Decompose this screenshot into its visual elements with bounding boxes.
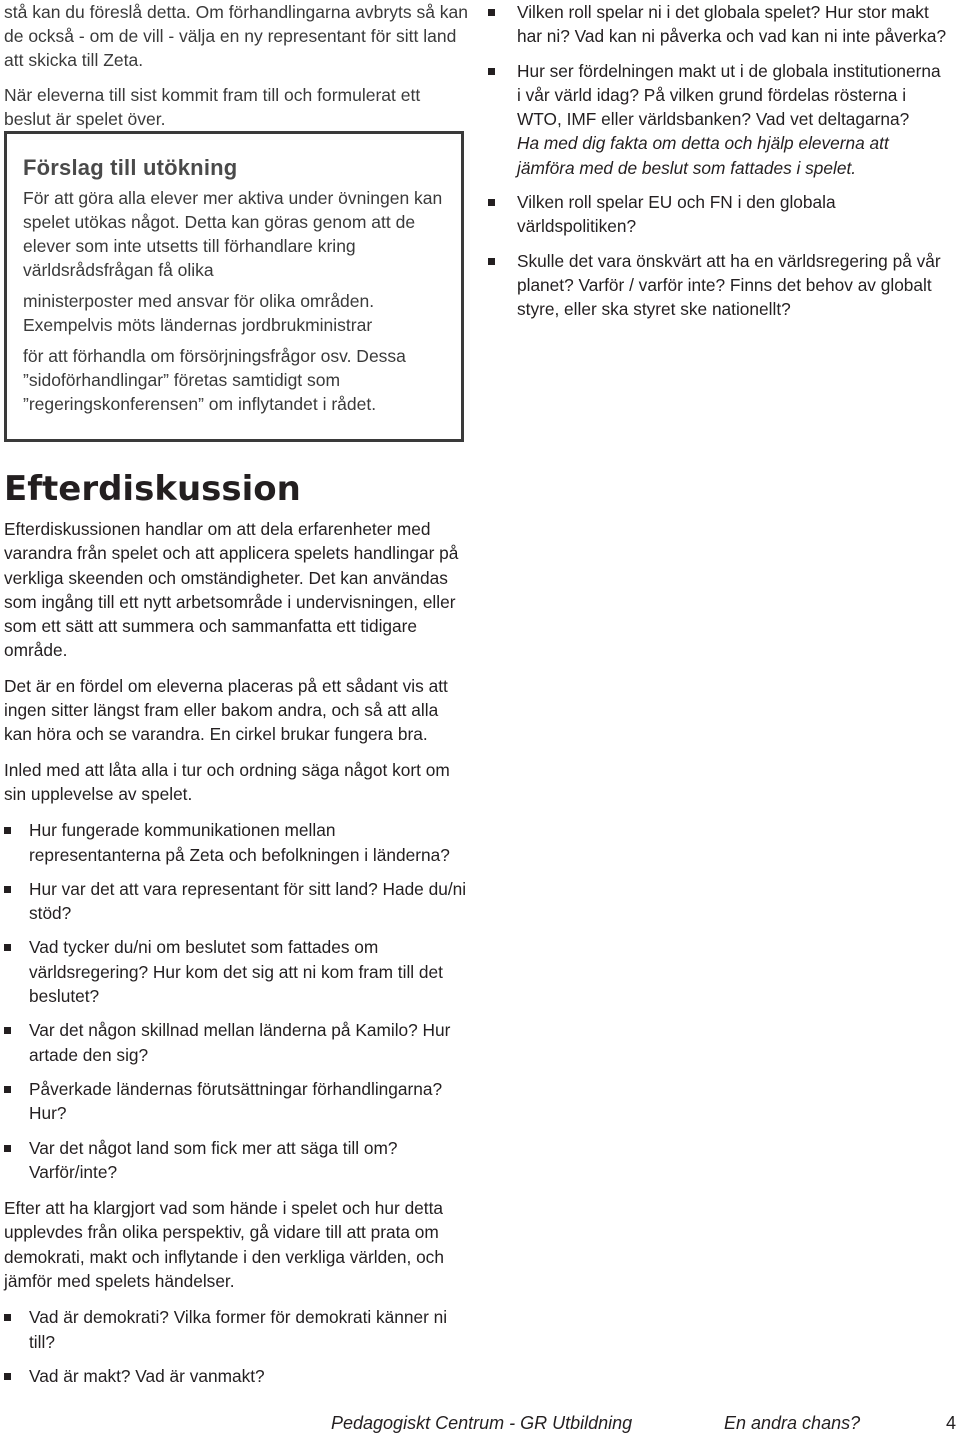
list-item [488,59,948,180]
list-item-text: Vad är makt? Vad är vanmakt? [29,1365,265,1386]
box-text [23,186,445,416]
bullet-icon [488,258,495,265]
box-text-part-1: För att göra alla elever mer aktiva under övningen kan spelet utökas något. Detta kan göras genom att de elever som inte utsetts till förhandlare kring världsrådsfrågan få olika [23,188,443,280]
list-item-text: Vilken roll spelar ni i det globala spelet? Hur stor makt har ni? Vad kan ni påverka och vad kan ni inte påverka? [517,2,947,47]
section-heading: Efterdiskussion [4,469,301,509]
list-item [4,818,470,867]
bullet-icon [488,199,495,206]
list-item-text: Hur fungerade kommunikationen mellan representanterna på Zeta och befolkningen i länderna? [29,820,450,865]
body-paragraph-1: Efterdiskussionen handlar om att dela erfarenheter med varandra från spelet och att applicera spelets handlingar på verkliga skeenden och omständigheter. Det kan användas som ingång till ett nytt arbetsområde i undervisningen, eller som ett sätt att summera och sammanfatta ett tidigare område. [4,519,459,661]
list-item-text: Var det något land som fick mer att säga till om? Varför/inte? [29,1137,398,1182]
footer-organization: Pedagogiskt Centrum - GR Utbildning [331,1413,633,1433]
footer-document-title: En andra chans? [724,1413,861,1433]
box-title: Förslag till utökning [23,155,238,180]
list-item [4,1364,470,1388]
question-list-2 [4,1305,470,1388]
bullet-icon [4,1373,11,1380]
list-item-text: Vad tycker du/ni om beslutet som fattades om världsregering? Hur kom det sig att ni kom fram till det beslutet? [29,937,443,1007]
list-item-text: Hur ser fördelningen makt ut i de globala institutionerna i vår värld idag? På vilken grund fördelas rösterna i WTO, IMF eller världsbanken? Vad vet deltagarna? [517,60,941,130]
list-item [4,1305,470,1354]
extension-box [4,131,464,442]
bullet-icon [4,1145,11,1152]
bullet-icon [4,886,11,893]
intro-paragraph-1: stå kan du föreslå detta. Om förhandlingarna avbryts så kan de också - om de vill - välja en ny representant för sitt land att skicka till Zeta. [4,2,469,70]
list-item-text: Hur var det att vara representant för sitt land? Hade du/ni stöd? [29,878,467,924]
right-column [488,0,948,322]
bullet-icon [4,827,11,834]
page-number: 4 [946,1413,957,1433]
bullet-icon [4,1086,11,1093]
body-paragraph-4: Efter att ha klargjort vad som hände i spelet och hur detta upplevdes från olika perspektiv, gå vidare till att prata om demokrati, makt och inflytande i den verkliga världen, och jämför med spelets händelser. [4,1198,444,1292]
body-paragraph-2: Det är en fördel om eleverna placeras på ett sådant vis att ingen sitter längst fram eller bakom andra, och så att alla kan höra och se varandra. En cirkel brukar fungera bra. [4,675,448,745]
list-item [4,1077,470,1126]
list-item-note: Ha med dig fakta om detta och hjälp eleverna att jämföra med de beslut som fattades i spelet. [517,133,889,178]
list-item [4,1136,470,1185]
main-content [4,517,470,1388]
bullet-icon [4,1314,11,1321]
list-item-text: Vilken roll spelar EU och FN i den globala världspolitiken? [517,192,836,237]
list-item-text: Påverkade ländernas förutsättningar förhandlingarna? Hur? [29,1078,443,1124]
list-item-text: Skulle det vara önskvärt att ha en världsregering på vår planet? Varför / varför inte? Finns det behov av globalt styre, eller ska styret ske nationellt? [517,250,941,320]
page-footer [0,1413,960,1439]
list-item [4,877,470,926]
list-item [4,1018,470,1067]
bullet-icon [4,1027,11,1034]
intro-block [4,0,470,131]
question-list-3 [488,0,948,322]
bullet-icon [488,68,495,75]
question-list-1 [4,818,470,1184]
list-item [4,935,470,1008]
list-item [488,190,948,239]
list-item-text: Var det någon skillnad mellan länderna på Kamilo? Hur artade den sig? [29,1020,451,1065]
bullet-icon [488,9,495,16]
intro-paragraph-2: När eleverna till sist kommit fram till och formulerat ett beslut är spelet över. [4,85,421,129]
bullet-icon [4,944,11,951]
box-text-part-3: för att förhandla om försörjningsfrågor osv. Dessa ”sidoförhandlingar” företas samtidigt som ”regeringskonferensen” om inflytandet i rådet. [23,346,406,414]
list-item-text: Vad är demokrati? Vilka former för demokrati känner ni till? [29,1307,448,1352]
list-item [488,249,948,322]
body-paragraph-3: Inled med att låta alla i tur och ordning säga något kort om sin upplevelse av spelet. [4,759,450,804]
list-item [488,0,948,49]
box-text-part-2: ministerposter med ansvar för olika områden. Exempelvis möts ländernas jordbrukministrar [23,291,375,335]
